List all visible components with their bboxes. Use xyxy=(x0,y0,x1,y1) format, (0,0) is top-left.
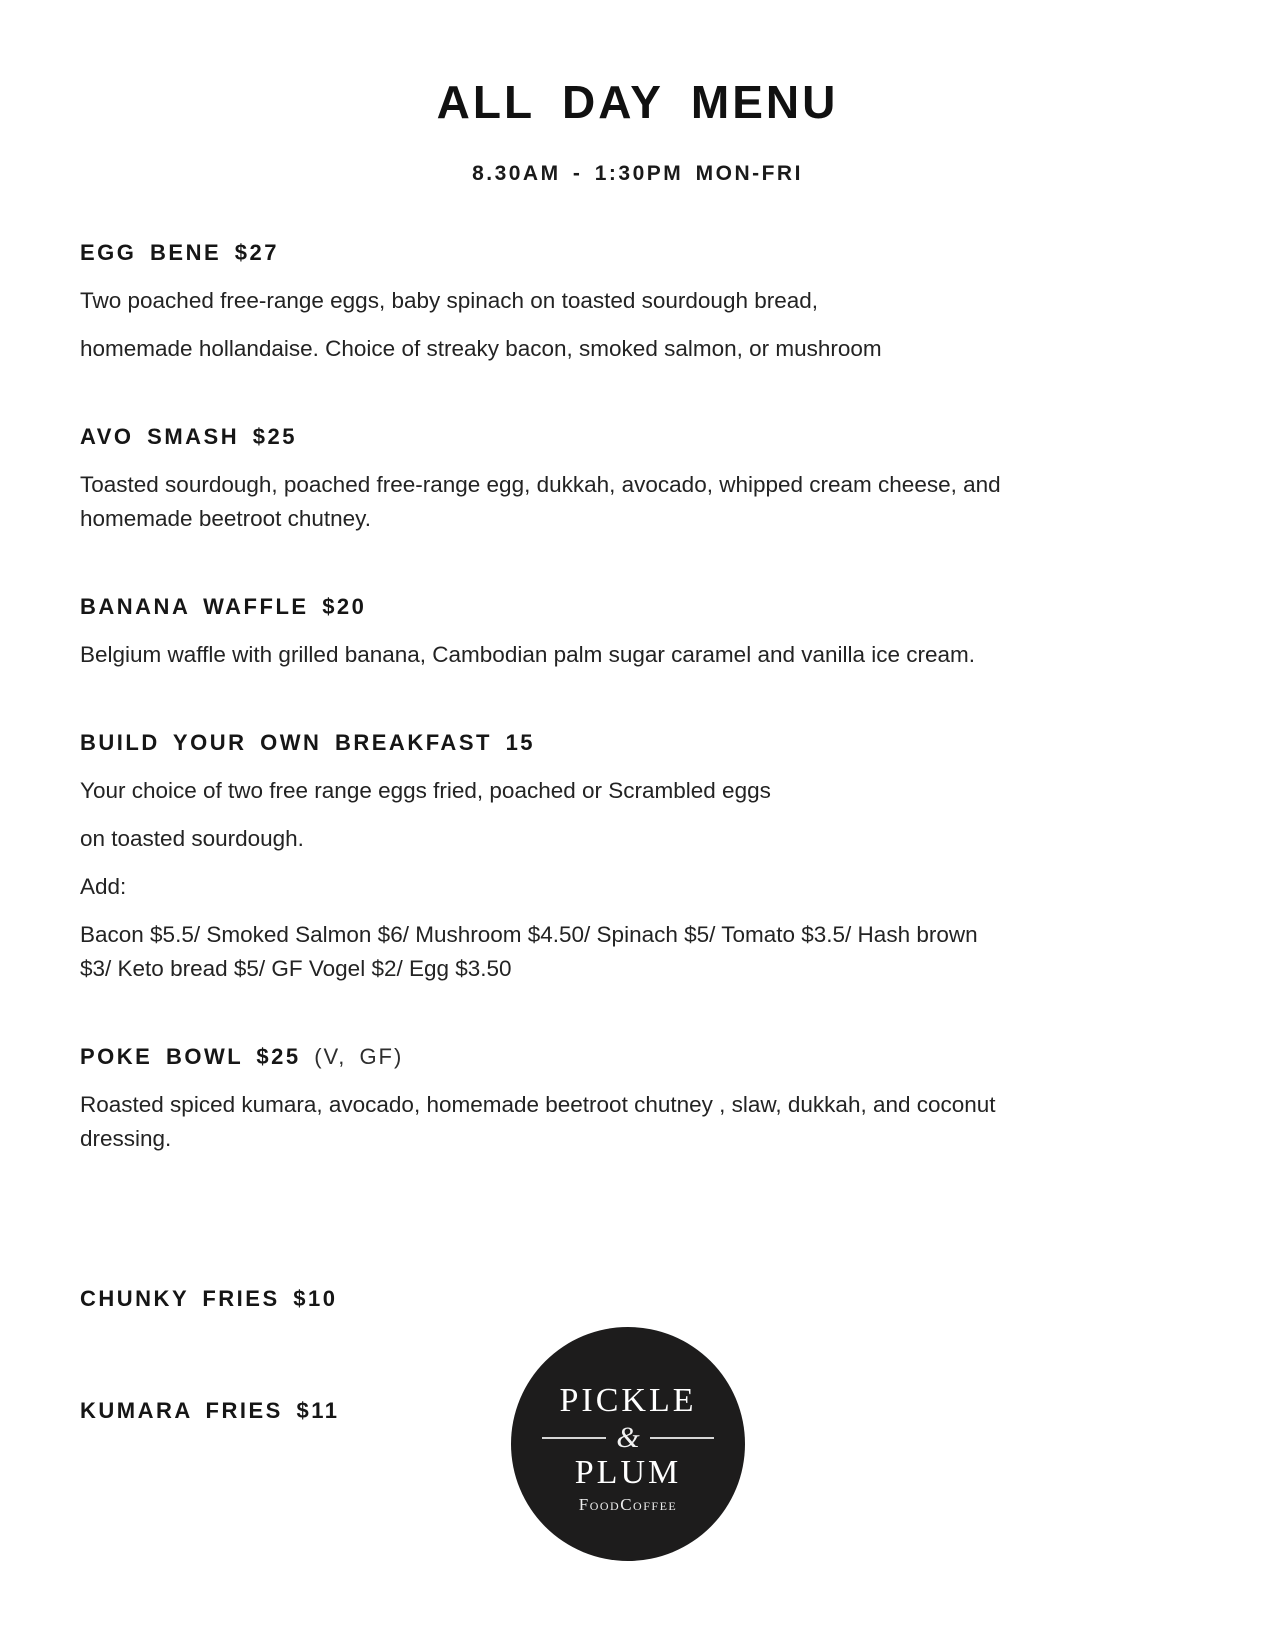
opening-hours: 8.30AM - 1:30PM MON-FRI xyxy=(472,162,803,185)
logo-rule-right xyxy=(650,1437,714,1439)
logo-word-plum: PLUM xyxy=(574,1453,682,1491)
item-dietary-tags: (V, GF) xyxy=(314,1044,404,1069)
menu-item xyxy=(80,594,1110,668)
item-description-line: on toasted sourdough. xyxy=(80,826,304,851)
item-heading xyxy=(80,424,1110,450)
item-price: $10 xyxy=(293,1286,338,1311)
item-heading xyxy=(80,240,1110,266)
item-description-line: Belgium waffle with grilled banana, Cambodian palm sugar caramel and vanilla ice cream. xyxy=(80,642,976,667)
item-description-line: Two poached free-range eggs, baby spinach on toasted sourdough bread, xyxy=(80,288,819,313)
item-description-line: Add: xyxy=(80,874,127,899)
item-description-line: Your choice of two free range eggs fried, poached or Scrambled eggs xyxy=(80,778,771,803)
ampersand-glyph: & xyxy=(616,1420,640,1454)
item-price: 15 xyxy=(505,730,536,755)
menu xyxy=(80,240,1110,1424)
logo-tagline: FoodCoffee xyxy=(578,1495,678,1515)
item-name: EGG BENE xyxy=(80,240,222,265)
menu-item xyxy=(80,730,1110,982)
item-name: POKE BOWL xyxy=(80,1044,243,1069)
item-price: $11 xyxy=(296,1398,340,1423)
menu-item xyxy=(80,1286,1110,1312)
page-title: ALL DAY MENU xyxy=(436,76,839,128)
restaurant-logo xyxy=(511,1327,745,1561)
item-description-line: homemade beetroot chutney. xyxy=(80,506,372,531)
item-name: BUILD YOUR OWN BREAKFAST xyxy=(80,730,492,755)
item-heading xyxy=(80,1286,1110,1312)
item-description-line: Bacon $5.5/ Smoked Salmon $6/ Mushroom $4.50/ Spinach $5/ Tomato $3.5/ Hash brown xyxy=(80,922,978,947)
item-heading xyxy=(80,730,1110,756)
item-name: CHUNKY FRIES xyxy=(80,1286,280,1311)
item-heading xyxy=(80,1044,1110,1070)
menu-items xyxy=(80,240,1110,1424)
item-price: $20 xyxy=(322,594,367,619)
item-name: AVO SMASH xyxy=(80,424,240,449)
item-description-line: dressing. xyxy=(80,1126,172,1151)
item-description-line: Toasted sourdough, poached free-range egg, dukkah, avocado, whipped cream cheese, and xyxy=(80,472,1001,497)
item-description-line: $3/ Keto bread $5/ GF Vogel $2/ Egg $3.50 xyxy=(80,956,512,981)
item-description-line: homemade hollandaise. Choice of streaky bacon, smoked salmon, or mushroom xyxy=(80,336,882,361)
item-price: $25 xyxy=(256,1044,301,1069)
logo-ampersand-row xyxy=(542,1420,714,1454)
logo-rule-left xyxy=(542,1437,606,1439)
menu-item xyxy=(80,424,1110,532)
item-price: $27 xyxy=(234,240,279,265)
menu-item xyxy=(80,240,1110,362)
logo-word-pickle: PICKLE xyxy=(559,1381,697,1419)
menu-item xyxy=(80,1044,1110,1152)
item-name: KUMARA FRIES xyxy=(80,1398,283,1423)
item-price: $25 xyxy=(252,424,297,449)
item-name: BANANA WAFFLE xyxy=(80,594,309,619)
item-heading xyxy=(80,594,1110,620)
item-description-line: Roasted spiced kumara, avocado, homemade beetroot chutney , slaw, dukkah, and coconut xyxy=(80,1092,996,1117)
